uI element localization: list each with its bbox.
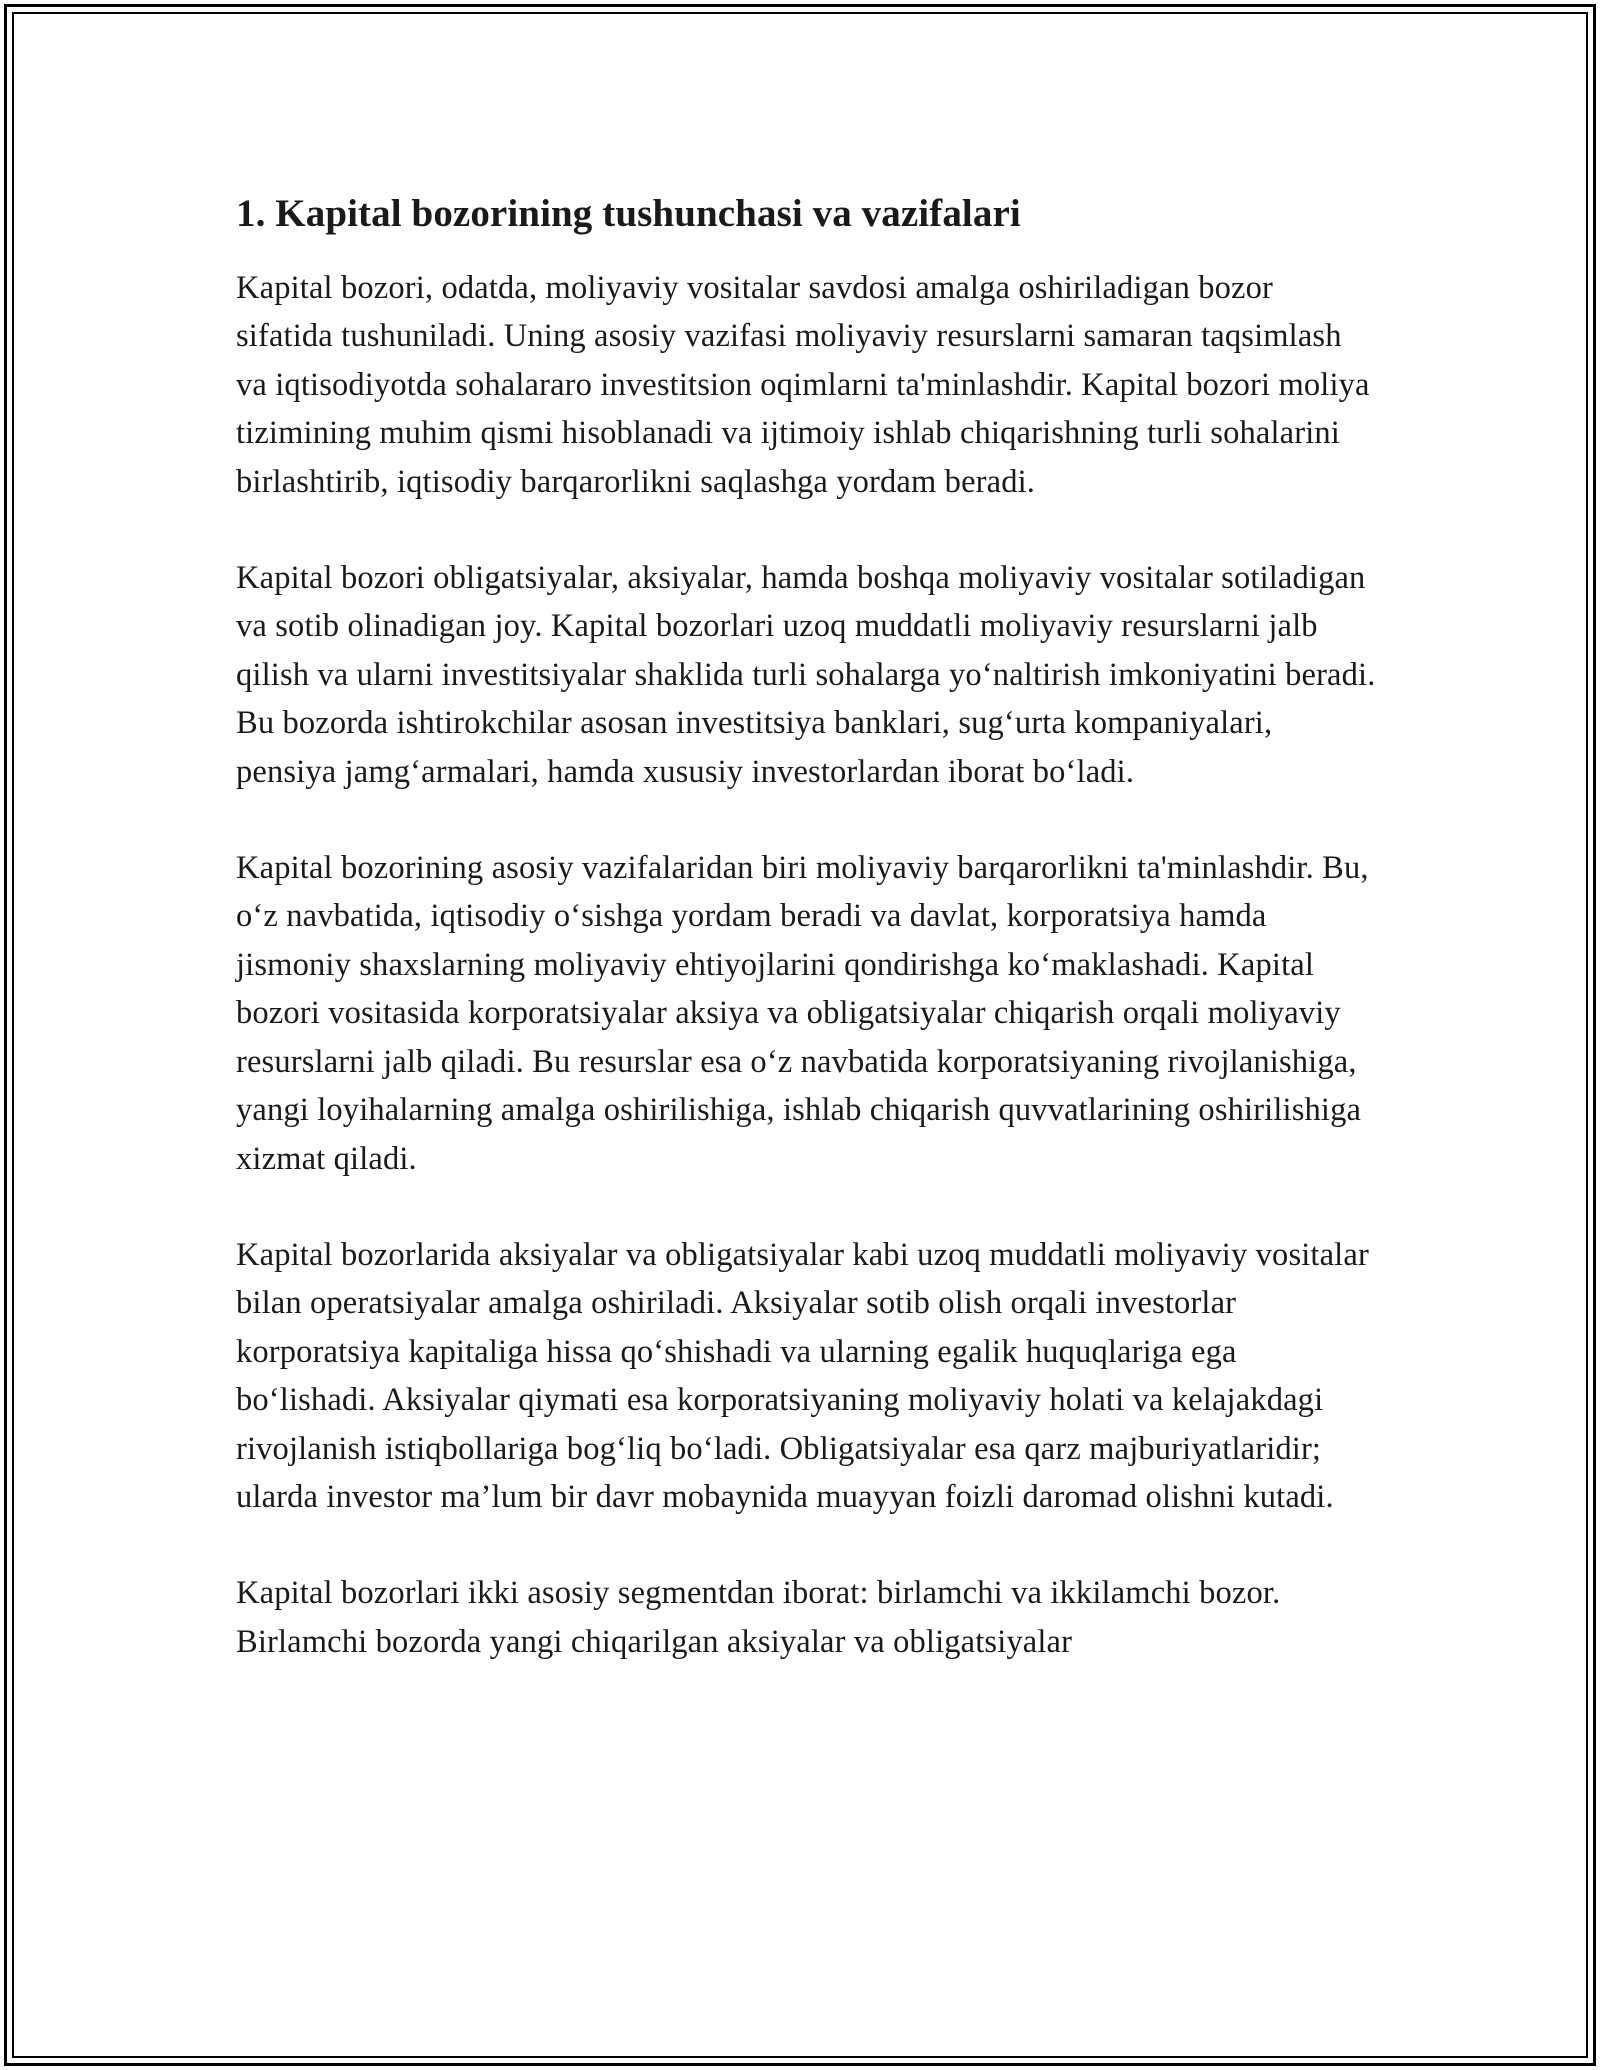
paragraph-3: Kapital bozorining asosiy vazifalaridan biri moliyaviy barqarorlikni ta'minlashdir. Bu, o‘z navbatida, iqtisodiy o‘sishga yordam beradi va davlat, korporatsiya hamda jismoniy shaxslarning moliyaviy ehtiyojlarini qondirishga ko‘maklashadi. Kapital bozori vositasida korporatsiyalar aksiya va obligatsiyalar chiqarish orqali moliyaviy resurslarni jalb qiladi. Bu resurslar esa o‘z navbatida korporatsiyaning rivojlanishiga, yangi loyihalarning amalga oshirilishiga, ishlab chiqarish quvvatlarining oshirilishiga xizmat qiladi. [236,850,1369,1177]
paragraph-1: Kapital bozori, odatda, moliyaviy vositalar savdosi amalga oshiriladigan bozor sifatida tushuniladi. Uning asosiy vazifasi moliyaviy resurslarni samaran taqsimlash va iqtisodiyotda sohalararo investitsion oqimlarni ta'minlashdir. Kapital bozori moliya tizimining muhim qismi hisoblanadi va ijtimoiy ishlab chiqarishning turli sohalarini birlashtirib, iqtisodiy barqarorlikni saqlashga yordam beradi. [236,270,1370,500]
document-body [236,186,1376,1714]
paragraph-2: Kapital bozori obligatsiyalar, aksiyalar, hamda boshqa moliyaviy vositalar sotiladigan va sotib olinadigan joy. Kapital bozorlari uzoq muddatli moliyaviy resurslarni jalb qilish va ularni investitsiyalar shaklida turli sohalarga yo‘naltirish imkoniyatini beradi. Bu bozorda ishtirokchilar asosan investitsiya banklari, sug‘urta kompaniyalari, pensiya jamg‘armalari, hamda xususiy investorlardan iborat bo‘ladi. [236,560,1376,790]
section-heading: 1. Kapital bozorining tushunchasi va vazifalari [236,192,1021,235]
paragraph-4: Kapital bozorlarida aksiyalar va obligatsiyalar kabi uzoq muddatli moliyaviy vositalar bilan operatsiyalar amalga oshiriladi. Aksiyalar sotib olish orqali investorlar korporatsiya kapitaliga hissa qo‘shishadi va ularning egalik huquqlariga ega bo‘lishadi. Aksiyalar qiymati esa korporatsiyaning moliyaviy holati va kelajakdagi rivojlanish istiqbollariga bog‘liq bo‘ladi. Obligatsiyalar esa qarz majburiyatlaridir; ularda investor ma’lum bir davr mobaynida muayyan foizli daromad olishni kutadi. [236,1236,1369,1515]
paragraph-5: Kapital bozorlari ikki asosiy segmentdan iborat: birlamchi va ikkilamchi bozor. Birlamchi bozorda yangi chiqarilgan aksiyalar va obligatsiyalar [236,1575,1281,1660]
